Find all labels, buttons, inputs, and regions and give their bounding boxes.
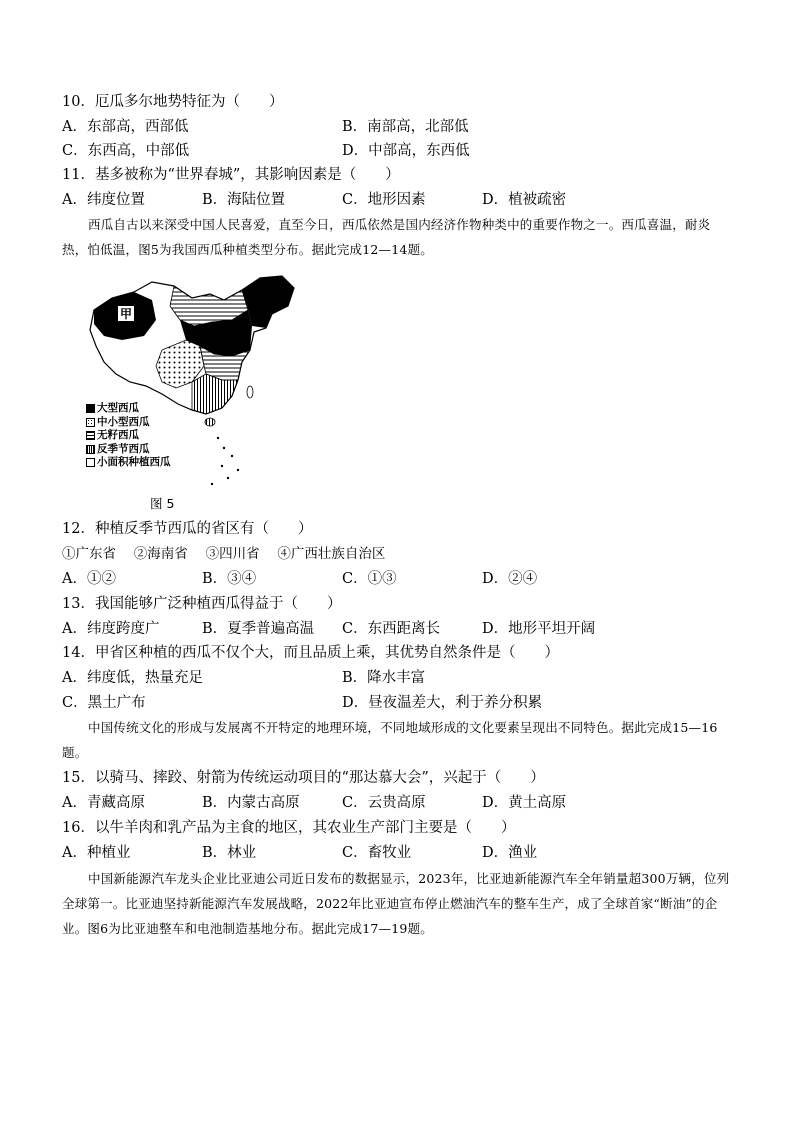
q13-option-b: B．夏季普遍高温 [202, 621, 315, 637]
figure-5-caption: 图 5 [150, 496, 175, 511]
region-label-jia: 甲 [120, 307, 133, 321]
q10-stem: 10．厄瓜多尔地势特征为（ ） [62, 94, 284, 110]
intro-paragraph-byd: 中国新能源汽车龙头企业比亚迪公司近日发布的数据显示，2023年，比亚迪新能源汽车全年销量超300万辆，位列全球第一。比亚迪坚持新能源汽车发展战略，2022年比亚迪宣布停止燃油汽车的整车生产，成了全球首家“断油”的企业。图6为比亚迪整车和电池制造基地分布。据此完成17—19题。 [62, 871, 730, 936]
q16-option-c: C．畜牧业 [342, 845, 412, 861]
q11-stem: 11．基多被称为“世界春城”，其影响因素是（ ） [62, 167, 400, 183]
q14-stem: 14．甲省区种植的西瓜不仅个大，而且品质上乘，其优势自然条件是（ ） [62, 645, 559, 661]
q14-option-c: C．黑土广布 [62, 695, 146, 711]
intro-paragraph-watermelon: 西瓜自古以来深受中国人民喜爱，直至今日，西瓜依然是国内经济作物种类中的重要作物之一。西瓜喜温，耐炎热，怕低温，图5为我国西瓜种植类型分布。据此完成12—14题。 [62, 217, 711, 257]
q15-option-c: C．云贵高原 [342, 795, 426, 811]
q16-option-b: B．林业 [202, 845, 257, 861]
q11-option-b: B．海陆位置 [202, 192, 286, 208]
q14-option-a: A．纬度低，热量充足 [62, 670, 203, 686]
q11-option-a: A．纬度位置 [62, 192, 145, 208]
legend-item-large: 大型西瓜 [86, 402, 171, 416]
q13-stem: 13．我国能够广泛种植西瓜得益于（ ） [62, 596, 342, 612]
q12-option-d: D．②④ [482, 571, 538, 587]
q16-option-a: A．种植业 [62, 845, 131, 861]
q12-items: ①广东省 ②海南省 ③四川省 ④广西壮族自治区 [62, 546, 386, 562]
legend-item-small-area: 小面积种植西瓜 [86, 456, 171, 470]
legend-item-off-season: 反季节西瓜 [86, 443, 171, 457]
intro-paragraph-culture: 中国传统文化的形成与发展离不开特定的地理环境，不同地域形成的文化要素呈现出不同特色。据此完成15—16题。 [62, 720, 718, 760]
q12-option-a: A．①② [62, 571, 116, 587]
q14-option-b: B．降水丰富 [342, 670, 426, 686]
q10-option-a: A．东部高，西部低 [62, 119, 189, 135]
q14-option-d: D．昼夜温差大，利于养分积累 [342, 695, 543, 711]
q13-option-a: A．纬度跨度广 [62, 621, 160, 637]
q13-option-c: C．东西距离长 [342, 621, 441, 637]
q12-option-c: C．①③ [342, 571, 397, 587]
q11-option-d: D．植被疏密 [482, 192, 567, 208]
q15-option-d: D．黄土高原 [482, 795, 567, 811]
legend-item-small-medium: 中小型西瓜 [86, 416, 171, 430]
q10-option-d: D．中部高，东西低 [342, 143, 470, 159]
q10-option-b: B．南部高，北部低 [342, 119, 469, 135]
q12-stem: 12．种植反季节西瓜的省区有（ ） [62, 521, 313, 537]
q10-option-c: C．东西高，中部低 [62, 143, 190, 159]
q15-option-a: A．青藏高原 [62, 795, 145, 811]
q12-option-b: B．③④ [202, 571, 257, 587]
map-legend [86, 402, 171, 470]
q15-stem: 15．以骑马、摔跤、射箭为传统运动项目的“那达慕大会”，兴起于（ ） [62, 770, 545, 786]
q15-option-b: B．内蒙古高原 [202, 795, 300, 811]
q16-option-d: D．渔业 [482, 845, 538, 861]
legend-item-seedless: 无籽西瓜 [86, 429, 171, 443]
q16-stem: 16．以牛羊肉和乳产品为主食的地区，其农业生产部门主要是（ ） [62, 820, 516, 836]
q11-option-c: C．地形因素 [342, 192, 426, 208]
q13-option-d: D．地形平坦开阔 [482, 621, 596, 637]
